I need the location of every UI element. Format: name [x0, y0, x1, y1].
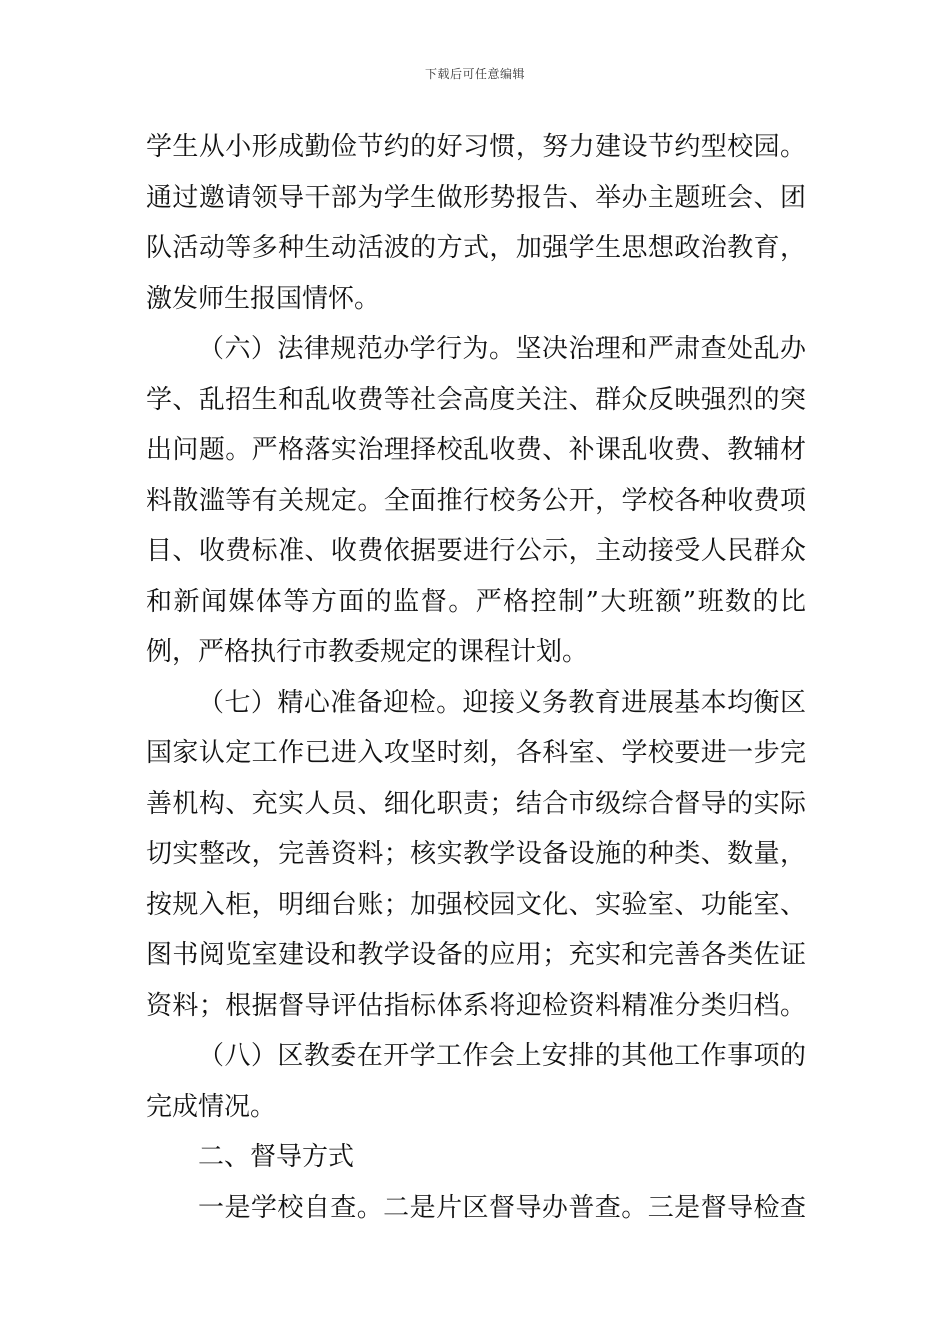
text-line: 按规入柜，明细台账；加强校园文化、实验室、功能室、: [146, 889, 806, 920]
document-body: [146, 122, 806, 1233]
text-line: 料散滥等有关规定。全面推行校务公开，学校各种收费项: [146, 485, 806, 516]
text-line: 二、督导方式: [198, 1142, 355, 1172]
text-line: 一是学校自查。二是片区督导办普查。三是督导检查: [198, 1192, 806, 1223]
text-line: 出问题。严格落实治理择校乱收费、补课乱收费、教辅材: [146, 435, 806, 465]
text-line: （八）区教委在开学工作会上安排的其他工作事项的: [198, 1041, 806, 1071]
text-line: 国家认定工作已进入攻坚时刻，各科室、学校要进一步完: [146, 738, 806, 768]
text-line: 通过邀请领导干部为学生做形势报告、举办主题班会、团: [146, 182, 806, 213]
text-line: 资料；根据督导评估指标体系将迎检资料精准分类归档。: [146, 990, 806, 1021]
text-line: （六）法律规范办学行为。坚决治理和严肃查处乱办: [198, 334, 806, 364]
text-line: 完成情况。: [146, 1091, 277, 1122]
text-line: 学、乱招生和乱收费等社会高度关注、群众反映强烈的突: [146, 384, 806, 415]
text-line: 队活动等多种生动活波的方式，加强学生思想政治教育，: [146, 233, 806, 263]
text-line: 学生从小形成勤俭节约的好习惯，努力建设节约型校园。: [146, 132, 806, 162]
text-line: 激发师生报国情怀。: [146, 283, 381, 314]
text-line: 例，严格执行市教委规定的课程计划。: [146, 637, 589, 667]
text-line: （七）精心准备迎检。迎接义务教育进展基本均衡区: [198, 687, 806, 718]
text-line: 善机构、充实人员、细化职责；结合市级综合督导的实际: [146, 788, 806, 819]
page-header: 下载后可任意编辑: [424, 67, 525, 81]
text-line: 切实整改，完善资料；核实教学设备设施的种类、数量，: [146, 839, 806, 869]
text-line: 图书阅览室建设和教学设备的应用；充实和完善各类佐证: [146, 940, 806, 970]
text-line: 和新闻媒体等方面的监督。严格控制”大班额”班数的比: [146, 586, 806, 617]
text-line: 目、收费标准、收费依据要进行公示，主动接受人民群众: [146, 536, 806, 566]
